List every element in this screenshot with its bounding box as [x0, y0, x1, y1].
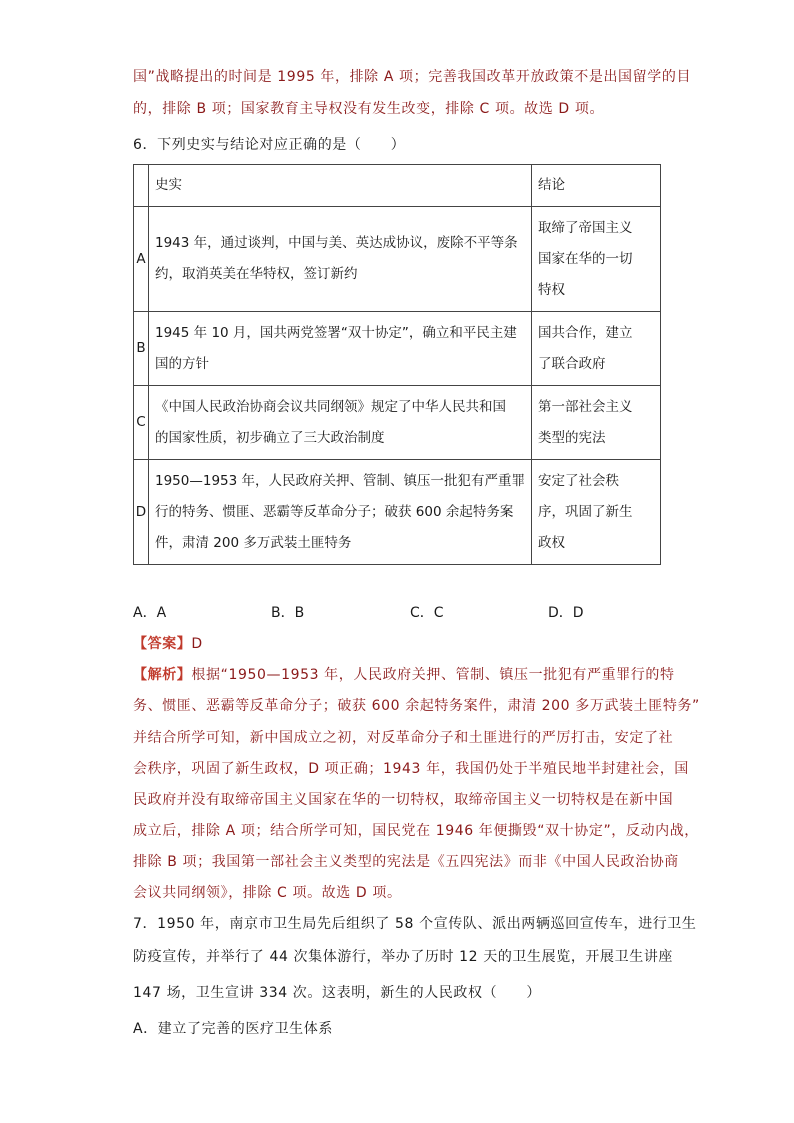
- analysis-line: 会议共同纲领》，排除 C 项。故选 D 项。: [133, 885, 402, 901]
- row-conclusion-line: 政权: [538, 534, 565, 551]
- row-fact: [149, 460, 532, 565]
- row-conclusion-line: 国共合作，建立: [538, 324, 633, 341]
- analysis-text: 根据“1950—1953 年，人民政府关押、管制、镇压一批犯有严重罪行的特: [191, 667, 675, 683]
- row-conclusion: [532, 312, 661, 386]
- question-6-stem: 6．下列史实与结论对应正确的是（ ）: [133, 137, 406, 153]
- row-conclusion-line: 国家在华的一切: [538, 250, 633, 267]
- question-6-table: [133, 164, 661, 565]
- row-fact-line: 1945 年 10 月，国共两党签署“双十协定”，确立和平民主建: [155, 324, 517, 341]
- analysis-line: 成立后，排除 A 项；结合所学可知，国民党在 1946 年便撕毁“双十协定”，反动内战，: [133, 823, 699, 839]
- answer-value: D: [191, 636, 203, 652]
- option-b: B．B: [271, 605, 305, 621]
- analysis-continued-line: 的，排除 B 项；国家教育主导权没有发生改变，排除 C 项。故选 D 项。: [133, 101, 605, 117]
- row-conclusion-line: 序，巩固了新生: [538, 503, 633, 520]
- answer-tag: 【答案】: [133, 636, 192, 652]
- question-7-stem-line: 147 场，卫生宣讲 334 次。这表明，新生的人民政权（ ）: [133, 985, 541, 1001]
- analysis-line: 务、惯匪、恶霸等反革命分子；破获 600 余起特务案件，肃清 200 多万武装土匪特务”: [133, 698, 700, 714]
- row-conclusion-line: 类型的宪法: [538, 429, 606, 446]
- analysis-line: 并结合所学可知，新中国成立之初，对反革命分子和土匪进行的严厉打击，安定了社: [133, 730, 674, 746]
- table-row: [134, 460, 661, 565]
- row-conclusion-line: 取缔了帝国主义: [538, 219, 633, 236]
- row-fact: [149, 312, 532, 386]
- row-fact: [149, 386, 532, 460]
- row-fact-line: 的国家性质，初步确立了三大政治制度: [155, 429, 385, 446]
- table-header-label: [134, 165, 149, 207]
- row-fact-line: 行的特务、惯匪、恶霸等反革命分子；破获 600 余起特务案: [155, 503, 514, 520]
- row-label: B: [134, 312, 149, 386]
- row-fact: [149, 207, 532, 312]
- table-row: [134, 386, 661, 460]
- option-c: C．C: [410, 605, 444, 621]
- question-7-stem-line: 7．1950 年，南京市卫生局先后组织了 58 个宣传队、派出两辆巡回宣传车，进行卫生: [133, 916, 697, 932]
- row-label: D: [134, 460, 149, 565]
- analysis-tag: 【解析】: [133, 667, 192, 683]
- row-fact-line: 1943 年，通过谈判，中国与美、英达成协议，废除不平等条: [155, 235, 518, 251]
- question-7-option-a: A．建立了完善的医疗卫生体系: [133, 1021, 333, 1037]
- table-header-row: [134, 165, 661, 207]
- row-label: C: [134, 386, 149, 460]
- row-label: A: [134, 207, 149, 312]
- table-header-conclusion: 结论: [532, 165, 661, 207]
- table-row: [134, 312, 661, 386]
- row-fact-line: 1950—1953 年，人民政府关押、管制、镇压一批犯有严重罪: [155, 472, 526, 489]
- row-conclusion-line: 第一部社会主义: [538, 398, 633, 415]
- table-row: [134, 207, 661, 312]
- row-conclusion-line: 特权: [538, 281, 565, 298]
- question-7-stem-line: 防疫宣传，并举行了 44 次集体游行，举办了历时 12 天的卫生展览，开展卫生讲座: [133, 949, 674, 965]
- analysis-continued-line: 国”战略提出的时间是 1995 年，排除 A 项；完善我国改革开放政策不是出国留学的目: [133, 69, 692, 85]
- row-conclusion: [532, 460, 661, 565]
- row-conclusion: [532, 207, 661, 312]
- row-conclusion-line: 安定了社会秩: [538, 472, 619, 489]
- row-fact-line: 国的方针: [155, 355, 209, 372]
- option-a: A．A: [133, 605, 167, 621]
- row-conclusion: [532, 386, 661, 460]
- answer-line: [133, 633, 203, 653]
- analysis-line: 排除 B 项；我国第一部社会主义类型的宪法是《五四宪法》而非《中国人民政治协商: [133, 854, 679, 870]
- analysis-line: 民政府并没有取缔帝国主义国家在华的一切特权，取缔帝国主义一切特权是在新中国: [133, 792, 674, 808]
- row-fact-line: 约，取消英美在华特权，签订新约: [155, 266, 358, 282]
- option-d: D．D: [548, 605, 584, 621]
- row-fact-line: 《中国人民政治协商会议共同纲领》规定了中华人民共和国: [155, 398, 506, 415]
- analysis-line: [133, 664, 675, 684]
- table-header-fact: 史实: [149, 165, 532, 207]
- row-conclusion-line: 了联合政府: [538, 355, 606, 372]
- analysis-line: 会秩序，巩固了新生政权，D 项正确；1943 年，我国仍处于半殖民地半封建社会，国: [133, 761, 689, 777]
- row-fact-line: 件，肃清 200 多万武装土匪特务: [155, 534, 352, 551]
